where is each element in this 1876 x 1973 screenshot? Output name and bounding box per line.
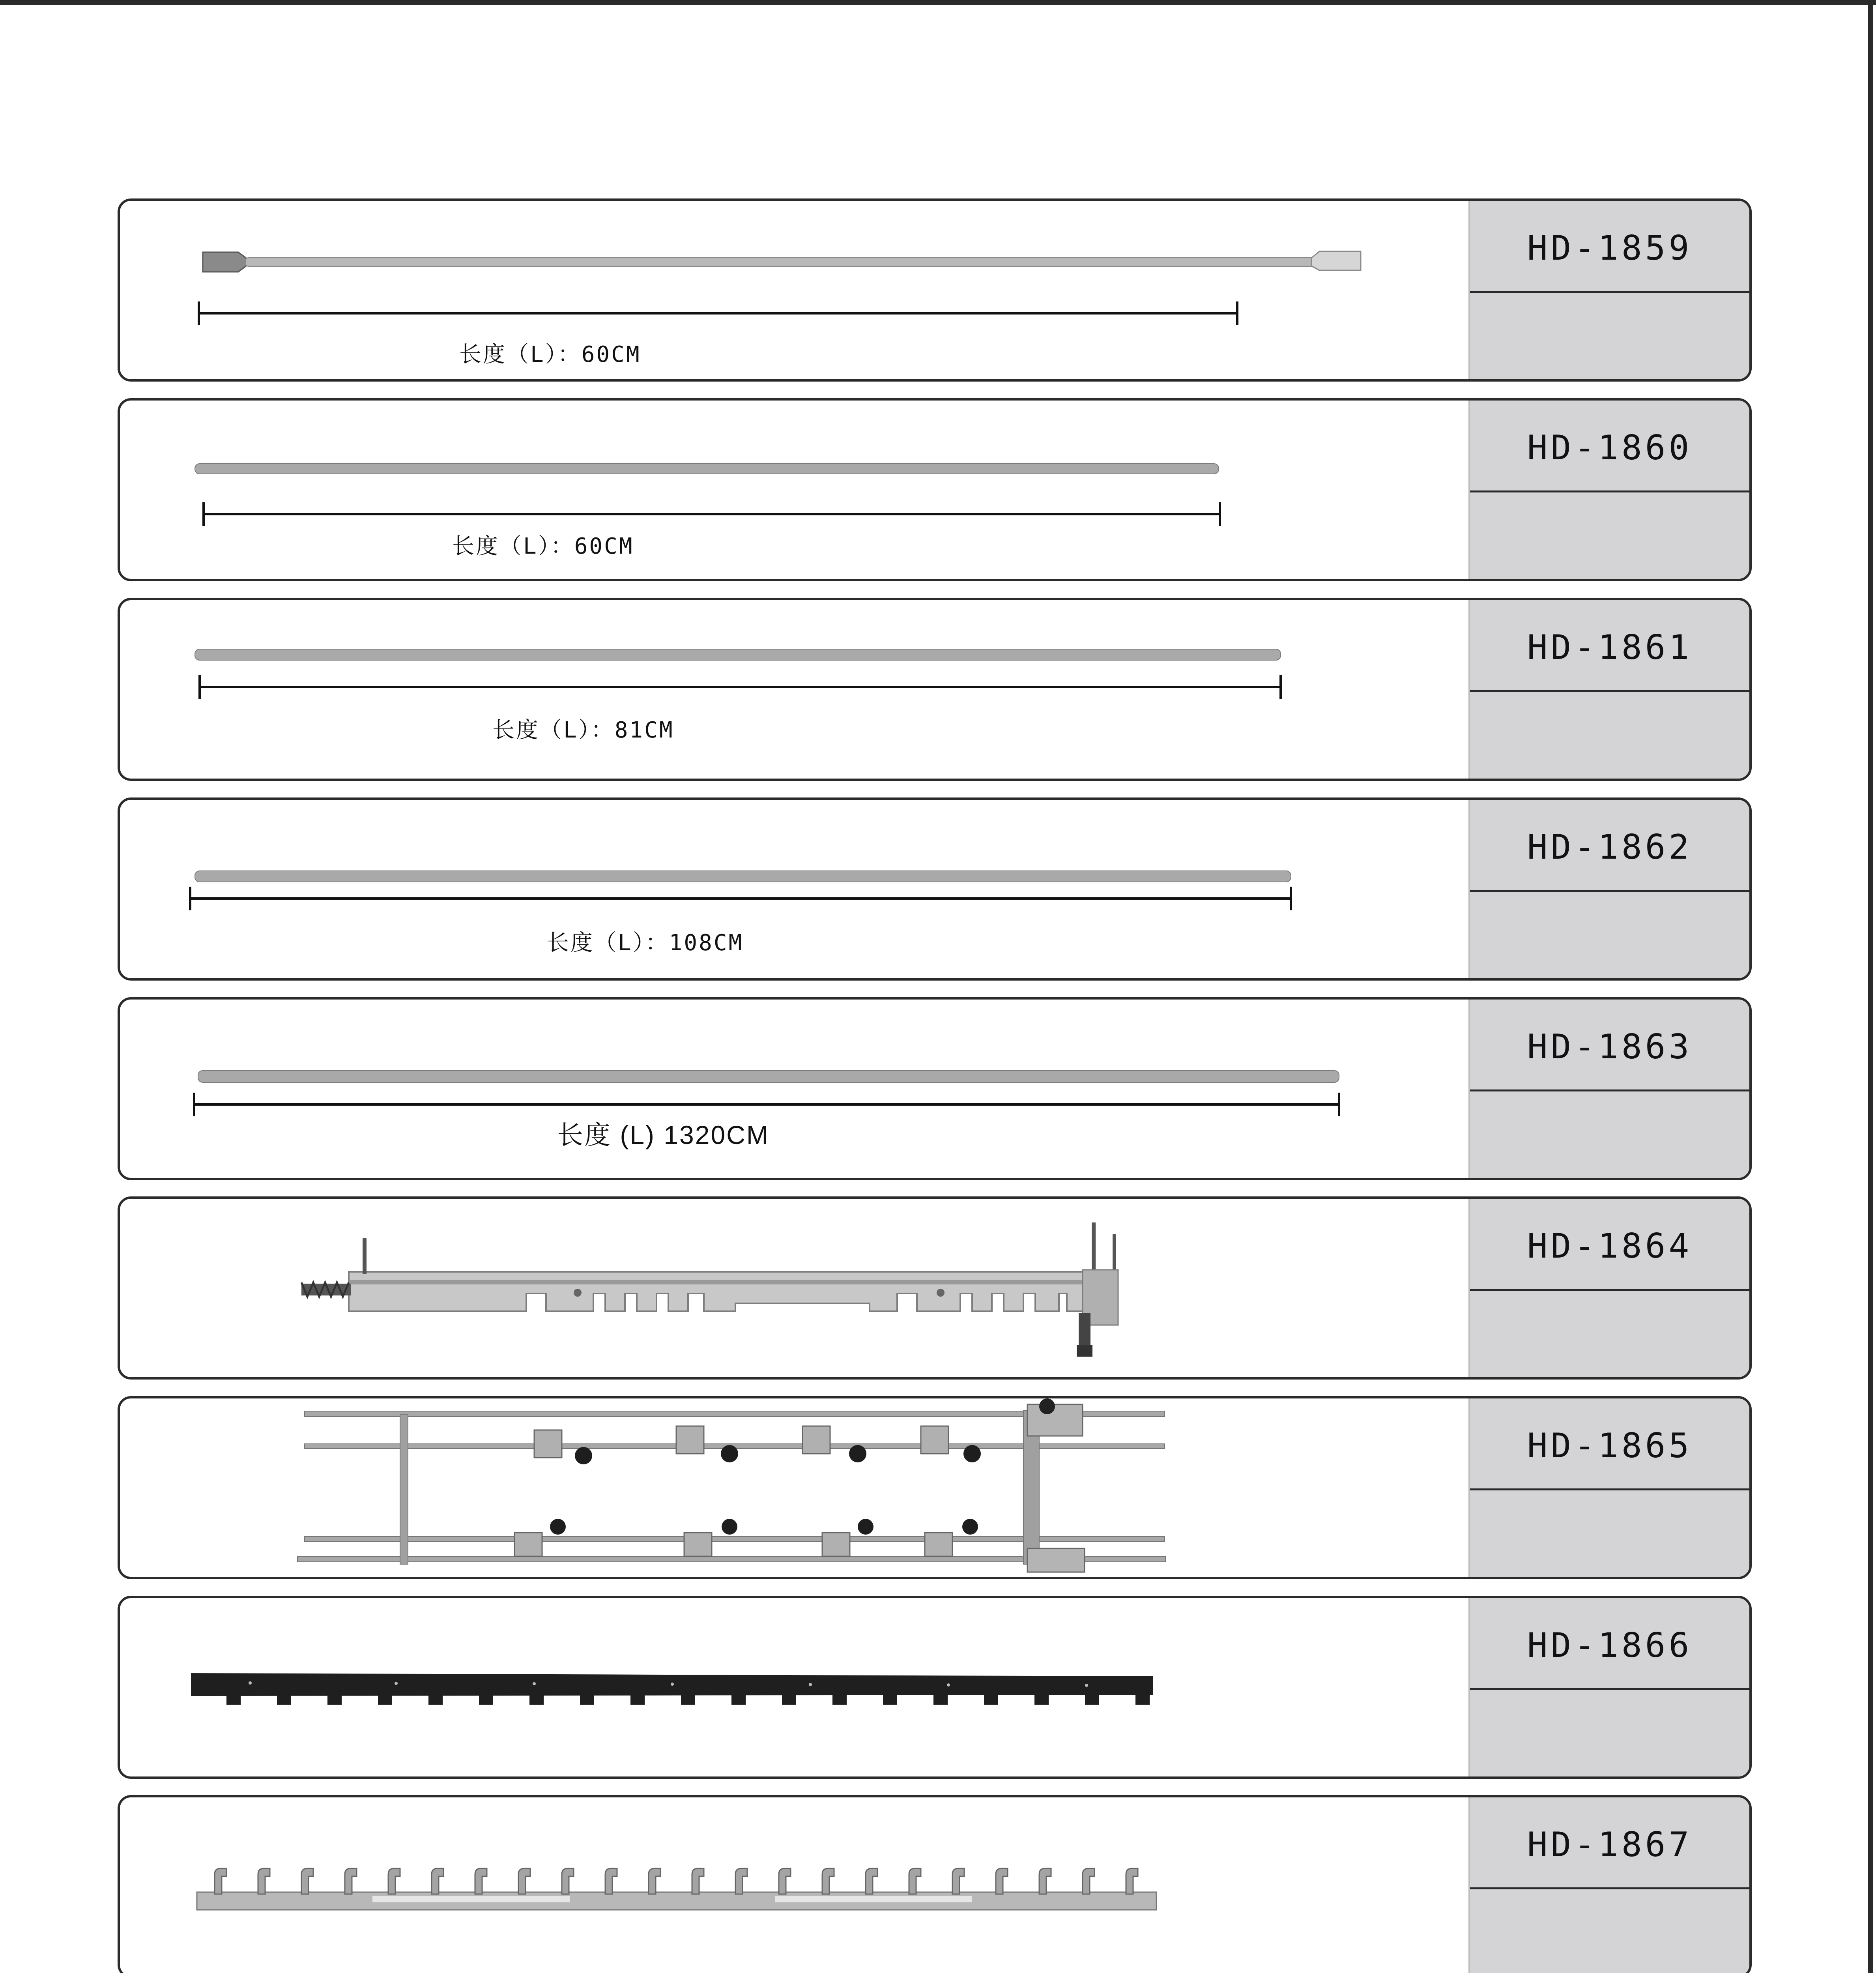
code-divider: [1470, 1289, 1749, 1291]
bracket-bar-image: [120, 1199, 1469, 1380]
product-code: HD-1860: [1527, 428, 1693, 468]
code-divider: [1470, 890, 1749, 892]
product-code-panel: [1468, 600, 1749, 779]
toothed-bar-image: [120, 1598, 1469, 1779]
product-row-hd-1862: [118, 797, 1752, 981]
product-code: HD-1861: [1527, 628, 1693, 667]
product-code: HD-1867: [1527, 1825, 1693, 1864]
roller-frame-image: [120, 1398, 1469, 1579]
page-border-right: [1868, 0, 1873, 1973]
product-image: [120, 800, 1469, 978]
product-code-panel: [1468, 401, 1749, 579]
product-code-panel: [1468, 800, 1749, 978]
product-image: [120, 1598, 1469, 1776]
product-code-panel: [1468, 1398, 1749, 1577]
product-row-hd-1859: [118, 198, 1752, 382]
code-divider: [1470, 1688, 1749, 1690]
code-divider: [1470, 490, 1749, 492]
length-label: 长度（L）：81CM: [492, 717, 674, 743]
length-label: 长度 (L) 1320CM: [557, 1120, 769, 1149]
product-image: [120, 201, 1469, 379]
rod-with-flat-ends-image: [120, 201, 1469, 382]
product-image: [120, 401, 1469, 579]
rod-image: [120, 401, 1469, 581]
code-divider: [1470, 1089, 1749, 1091]
product-image: [120, 600, 1469, 779]
product-code: HD-1859: [1527, 228, 1693, 268]
product-row-hd-1860: [118, 398, 1752, 581]
product-code-panel: [1468, 1199, 1749, 1377]
code-divider: [1470, 291, 1749, 293]
product-row-hd-1866: [118, 1596, 1752, 1779]
product-row-hd-1863: [118, 997, 1752, 1180]
product-code: HD-1862: [1527, 827, 1693, 867]
length-label: 长度（L）：108CM: [547, 930, 744, 956]
product-image: [120, 1000, 1469, 1178]
product-row-hd-1864: [118, 1196, 1752, 1380]
rod-image: [120, 600, 1469, 781]
product-code: HD-1863: [1527, 1027, 1693, 1067]
product-code: HD-1864: [1527, 1226, 1693, 1266]
product-image: [120, 1398, 1469, 1577]
product-row-hd-1865: [118, 1396, 1752, 1579]
rod-image: [120, 1000, 1469, 1180]
product-code-panel: [1468, 1000, 1749, 1178]
code-divider: [1470, 690, 1749, 692]
product-code: HD-1865: [1527, 1426, 1693, 1466]
product-image: [120, 1797, 1469, 1973]
hooked-bar-image: [120, 1797, 1469, 1973]
product-code-panel: [1468, 1797, 1749, 1973]
length-label: 长度（L）：60CM: [452, 533, 634, 559]
page-border-top: [0, 0, 1876, 5]
product-code: HD-1866: [1527, 1626, 1693, 1665]
product-row-hd-1861: [118, 598, 1752, 781]
product-code-panel: [1468, 201, 1749, 379]
rod-image: [120, 800, 1469, 981]
product-code-panel: [1468, 1598, 1749, 1776]
code-divider: [1470, 1488, 1749, 1490]
product-image: [120, 1199, 1469, 1377]
product-row-hd-1867: [118, 1795, 1752, 1973]
code-divider: [1470, 1887, 1749, 1889]
length-label: 长度（L）：60CM: [459, 342, 641, 367]
